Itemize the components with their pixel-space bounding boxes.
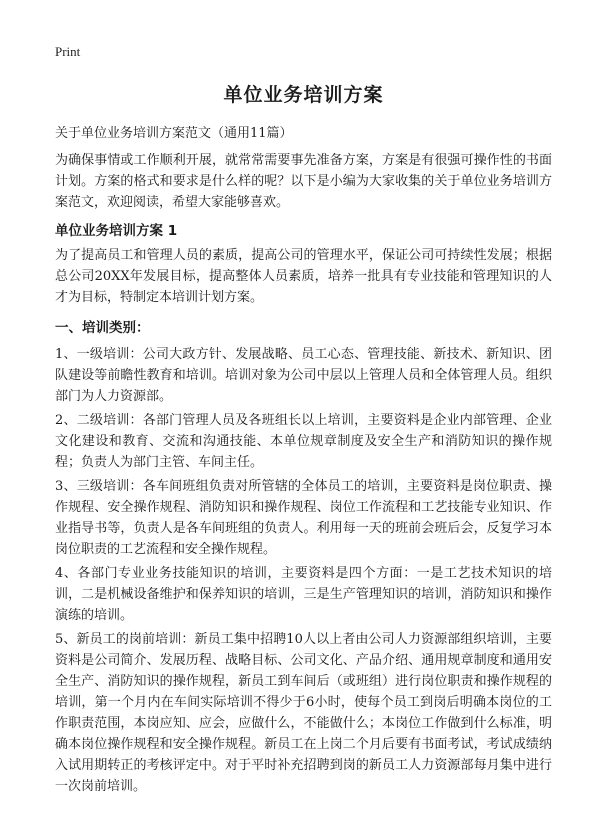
list-item: 5、新员工的岗前培训：新员工集中招聘10人以上者由公司人力资源部组织培训，主要资料是公司简介、发展历程、战略目标、公司文化、产品介绍、通用规章制度和通用安全生产、消防知识的操作规程，新员工到车间后（或班组）进行岗位职责和操作规程的培训，第一个月内在车间实际培训不得少于6小时，使每个员工到岗后明确本岗位的工作职责范围，本岗应知、应会，应做什么，不能做什么；本岗位工作做到什么标准，明确本岗位操作规程和安全操作规程。新员工在上岗二个月后要有书面考试，考试成绩纳入试用期转正的考核评定中。对于平时补充招聘到岗的新员工人力资源部每月集中进行一次岗前培训。 [55,632,552,794]
intro-paragraph: 为确保事情或工作顺利开展，就常常需要事先准备方案，方案是有很强可操作性的书面计划。方案的格式和要求是什么样的呢？以下是小编为大家收集的关于单位业务培训方案范文，欢迎阅读，希望大家能够喜欢。 [55,153,552,210]
list-item: 1、一级培训：公司大政方针、发展战略、员工心态、管理技能、新技术、新知识、团队建设等前瞻性教育和培训。培训对象为公司中层以上管理人员和全体管理人员。组织部门为人力资源部。 [55,347,552,404]
print-link[interactable]: Print [55,44,81,59]
subtitle: 关于单位业务培训方案范文（通用11篇） [55,126,293,141]
list-item: 4、各部门专业业务技能知识的培训，主要资料是四个方面：一是工艺技术知识的培训，二是机械设备维护和保养知识的培训，三是生产管理知识的培训，消防知识和操作演练的培训。 [55,566,552,623]
category-heading: 一、培训类别： [55,320,150,336]
list-item: 2、二级培训：各部门管理人员及各班组长以上培训，主要资料是企业内部管理、企业文化建设和教育、交流和沟通技能、本单位规章制度及安全生产和消防知识的操作规程；负责人为部门主管、车间主任。 [55,413,552,470]
page-title: 单位业务培训方案 [223,84,384,106]
list-item: 3、三级培训：各车间班组负责对所管辖的全体员工的培训，主要资料是岗位职责、操作规程、安全操作规程、消防知识和操作规程、岗位工作流程和工艺技能专业知识、作业指导书等，负责人是各车间班组的负责人。利用每一天的班前会班后会，反复学习本岗位职责的工艺流程和安全操作规程。 [55,479,552,557]
section-intro-paragraph: 为了提高员工和管理人员的素质，提高公司的管理水平，保证公司可持续性发展；根据总公司20XX年发展目标，提高整体人员素质，培养一批具有专业技能和管理知识的人才为目标，特制定本培训计划方案。 [55,248,552,305]
section-heading: 单位业务培训方案 1 [55,223,178,239]
